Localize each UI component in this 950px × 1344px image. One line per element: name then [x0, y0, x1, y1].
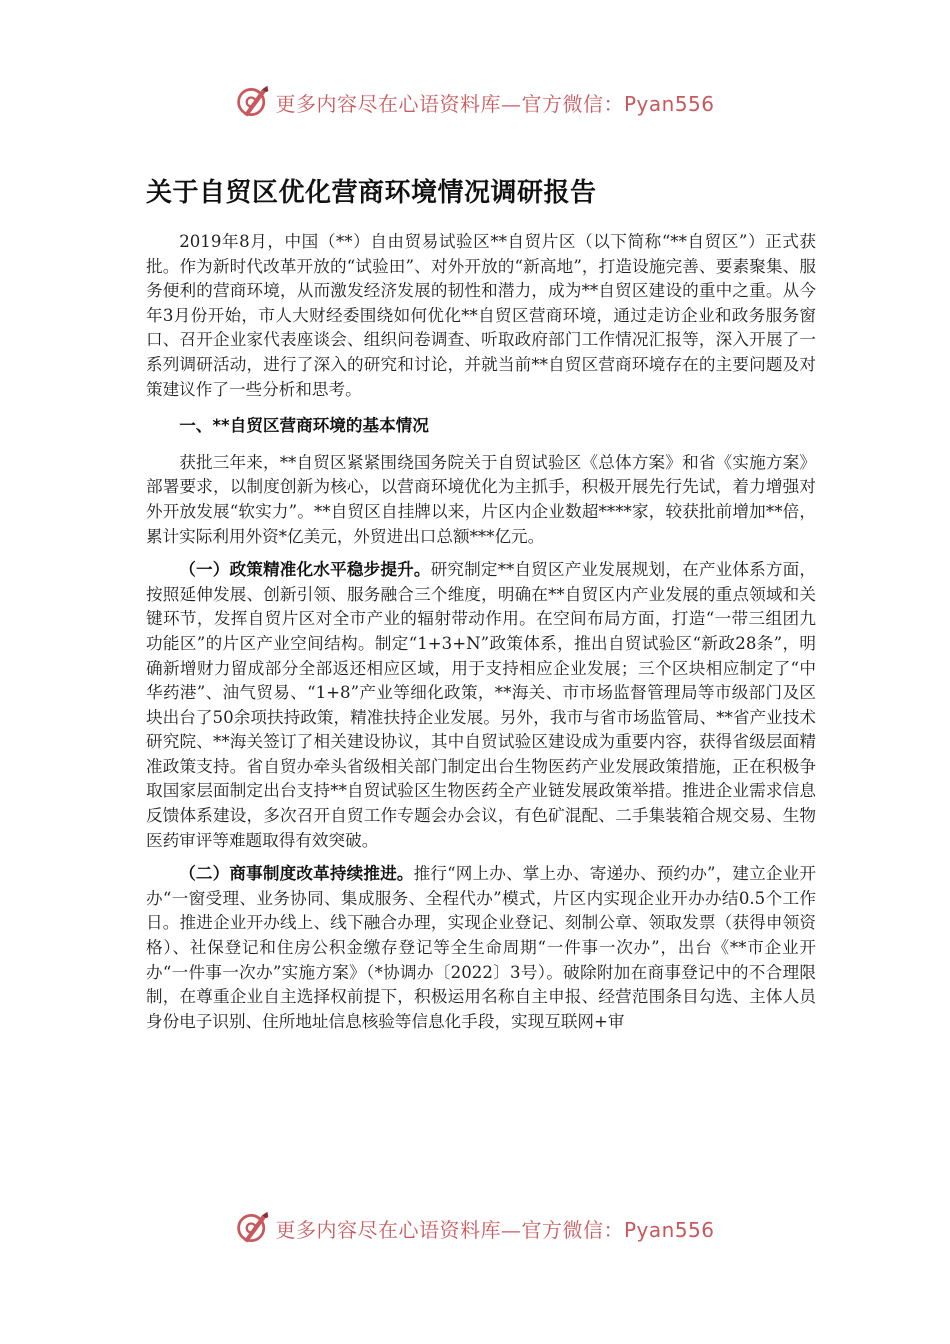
- subsection-2-paragraph: [146, 862, 816, 1034]
- intro-paragraph: 2019年8月，中国（**）自由贸易试验区**自贸片区（以下简称“**自贸区”）正式获批。作为新时代改革开放的“试验田”、对外开放的“新高地”，打造设施完善、要素聚集、服务便利的营商环境，从而激发经济发展的韧性和潜力，成为**自贸区建设的重中之重。从今年3月份开始，市人大财经委围绕如何优化**自贸区营商环境，通过走访企业和政务服务窗口、召开企业家代表座谈会、组织问卷调查、听取政府部门工作情况汇报等，深入开展了一系列调研活动，进行了深入的研究和讨论，并就当前**自贸区营商环境存在的主要问题及对策建议作了一些分析和思考。: [146, 232, 816, 399]
- subsection-1-heading: （一）政策精准化水平稳步提升。: [179, 560, 431, 580]
- section-1-paragraph: 获批三年来，**自贸区紧紧围绕国务院关于自贸试验区《总体方案》和省《实施方案》部署要求，以制度创新为核心，以营商环境优化为主抓手，积极开展先行先试，着力增强对外开放发展“软实力”。**自贸区自挂牌以来，片区内企业数超****家，较获批前增加**倍，累计实际利用外资*亿美元，外贸进出口总额***亿元。: [146, 452, 816, 546]
- banner-text: 更多内容尽在心语资料库—官方微信：Pyan556: [275, 91, 715, 116]
- subsection-2-text: 推行“网上办、掌上办、寄递办、预约办”，建立企业开办“一窗受理、业务协同、集成服务、全程代办”模式，片区内实现企业开办办结0.5个工作日。推进企业开办线上、线下融合办理，实现企业登记、刻制公章、领取发票（获得申领资格）、社保登记和住房公积金缴存登记等全生命周期“一件事一次办”，出台《**市企业开办“一件事一次办”实施方案》（*协调办〔2022〕3号）。破除附加在商事登记中的不合理限制，在尊重企业自主选择权前提下，积极运用名称自主申报、经营范围条目勾选、主体人员身份电子识别、住所地址信息核验等信息化手段，实现互联网+审: [146, 864, 817, 1031]
- pen-seal-logo-icon: [235, 1210, 271, 1246]
- document-body: [146, 230, 816, 1043]
- wechat-id: Pyan556: [623, 1217, 715, 1242]
- subsection-2-heading: （二）商事制度改革持续推进。: [179, 864, 414, 884]
- subsection-1-paragraph: [146, 558, 816, 853]
- banner-text: 更多内容尽在心语资料库—官方微信：Pyan556: [275, 1217, 715, 1242]
- subsection-1-text: 研究制定**自贸区产业发展规划，在产业体系方面，按照延伸发展、创新引领、服务融合三个维度，明确在**自贸区内产业发展的重点领域和关键环节，发挥自贸片区对全市产业的辐射带动作用。在空间布局方面，打造“一带三组团九功能区”的片区产业空间结构。制定“1+3+N”政策体系，推出自贸试验区“新政28条”，明确新增财力留成部分全部返还相应区域，用于支持相应企业发展；三个区块相应制定了“中华药港”、油气贸易、“1+8”产业等细化政策，**海关、市市场监督管理局等市级部门及区块出台了50余项扶持政策，精准扶持企业发展。另外，我市与省市场监管局、**省产业技术研究院、**海关签订了相关建设协议，其中自贸试验区建设成为重要内容，获得省级层面精准政策支持。省自贸办牵头省级相关部门制定出台生物医药产业发展政策措施，正在积极争取国家层面制定出台支持**自贸试验区生物医药全产业链发展政策举措。推进企业需求信息反馈体系建设，多次召开自贸工作专题会办会议，有色矿混配、二手集装箱合规交易、生物医药审评等难题取得有效突破。: [146, 560, 817, 850]
- footer-banner: [0, 1208, 950, 1248]
- page-title: 关于自贸区优化营商环境情况调研报告: [146, 178, 597, 208]
- wechat-id: Pyan556: [623, 91, 715, 116]
- section-heading-1: 一、**自贸区营商环境的基本情况: [179, 416, 429, 436]
- pen-seal-logo-icon: [235, 84, 271, 120]
- header-banner: [0, 82, 950, 122]
